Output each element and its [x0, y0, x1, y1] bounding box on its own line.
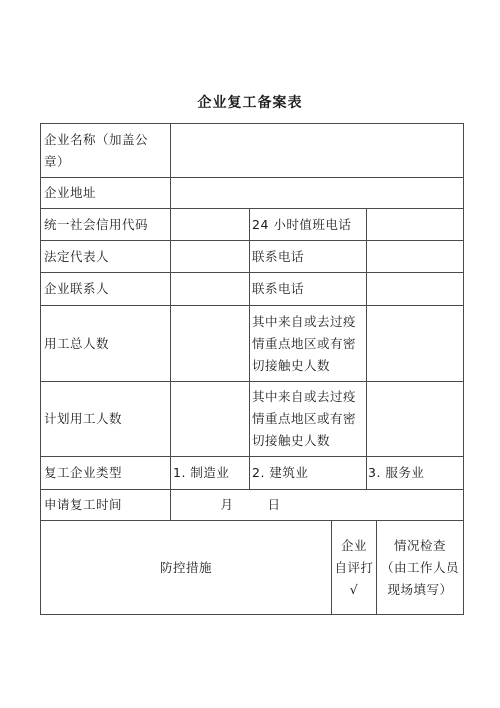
resume-month-label: 月: [220, 497, 234, 512]
company-name-label: 企业名称（加盖公 章）: [44, 131, 149, 169]
company-address-field[interactable]: [171, 178, 463, 208]
table-border-bottom: [40, 614, 464, 615]
self-eval-header: 企业 自评打 √: [332, 521, 376, 614]
contact-phone-field[interactable]: [367, 273, 463, 305]
measures-label: 防控措施: [159, 559, 212, 575]
legal-rep-field[interactable]: [171, 241, 249, 272]
type-option-construction[interactable]: 2. 建筑业: [252, 465, 309, 480]
hotline-field[interactable]: [367, 209, 463, 240]
type-option-service[interactable]: 3. 服务业: [368, 465, 425, 480]
table-border-right: [463, 123, 464, 615]
planned-epidemic-label: 其中来自或去过疫 情重点地区或有密 切接触史人数: [252, 389, 357, 448]
total-epidemic-field[interactable]: [367, 306, 463, 381]
contact-person-field[interactable]: [171, 273, 249, 305]
total-workers-field[interactable]: [171, 306, 249, 381]
company-name-field[interactable]: [171, 124, 463, 177]
page-title: 企业复工备案表: [197, 95, 303, 111]
planned-epidemic-field[interactable]: [367, 382, 463, 456]
check-mark-icon: √: [349, 581, 359, 597]
contact-person-label: 企业联系人: [44, 281, 110, 296]
hotline-label: 24 小时值班电话: [252, 216, 352, 232]
type-option-manufacturing[interactable]: 1. 制造业: [173, 465, 230, 480]
legal-rep-phone-field[interactable]: [367, 241, 463, 272]
credit-code-label: 统一社会信用代码: [44, 216, 149, 232]
resume-day-label: 日: [267, 497, 281, 512]
planned-workers-label: 计划用工人数: [44, 411, 123, 426]
total-workers-label: 用工总人数: [44, 335, 110, 351]
resume-time-label: 申请复工时间: [44, 497, 123, 512]
company-address-label: 企业地址: [44, 185, 97, 200]
contact-phone-label: 联系电话: [252, 281, 305, 296]
planned-workers-field[interactable]: [171, 382, 249, 456]
legal-rep-label: 法定代表人: [44, 248, 110, 264]
credit-code-field[interactable]: [171, 209, 249, 240]
legal-rep-phone-label: 联系电话: [252, 248, 305, 264]
col-divider: [249, 208, 250, 489]
inspection-header: 情况检查 （由工作人员 现场填写）: [380, 537, 459, 597]
company-type-label: 复工企业类型: [44, 465, 123, 480]
total-epidemic-label: 其中来自或去过疫 情重点地区或有密 切接触史人数: [252, 313, 357, 373]
